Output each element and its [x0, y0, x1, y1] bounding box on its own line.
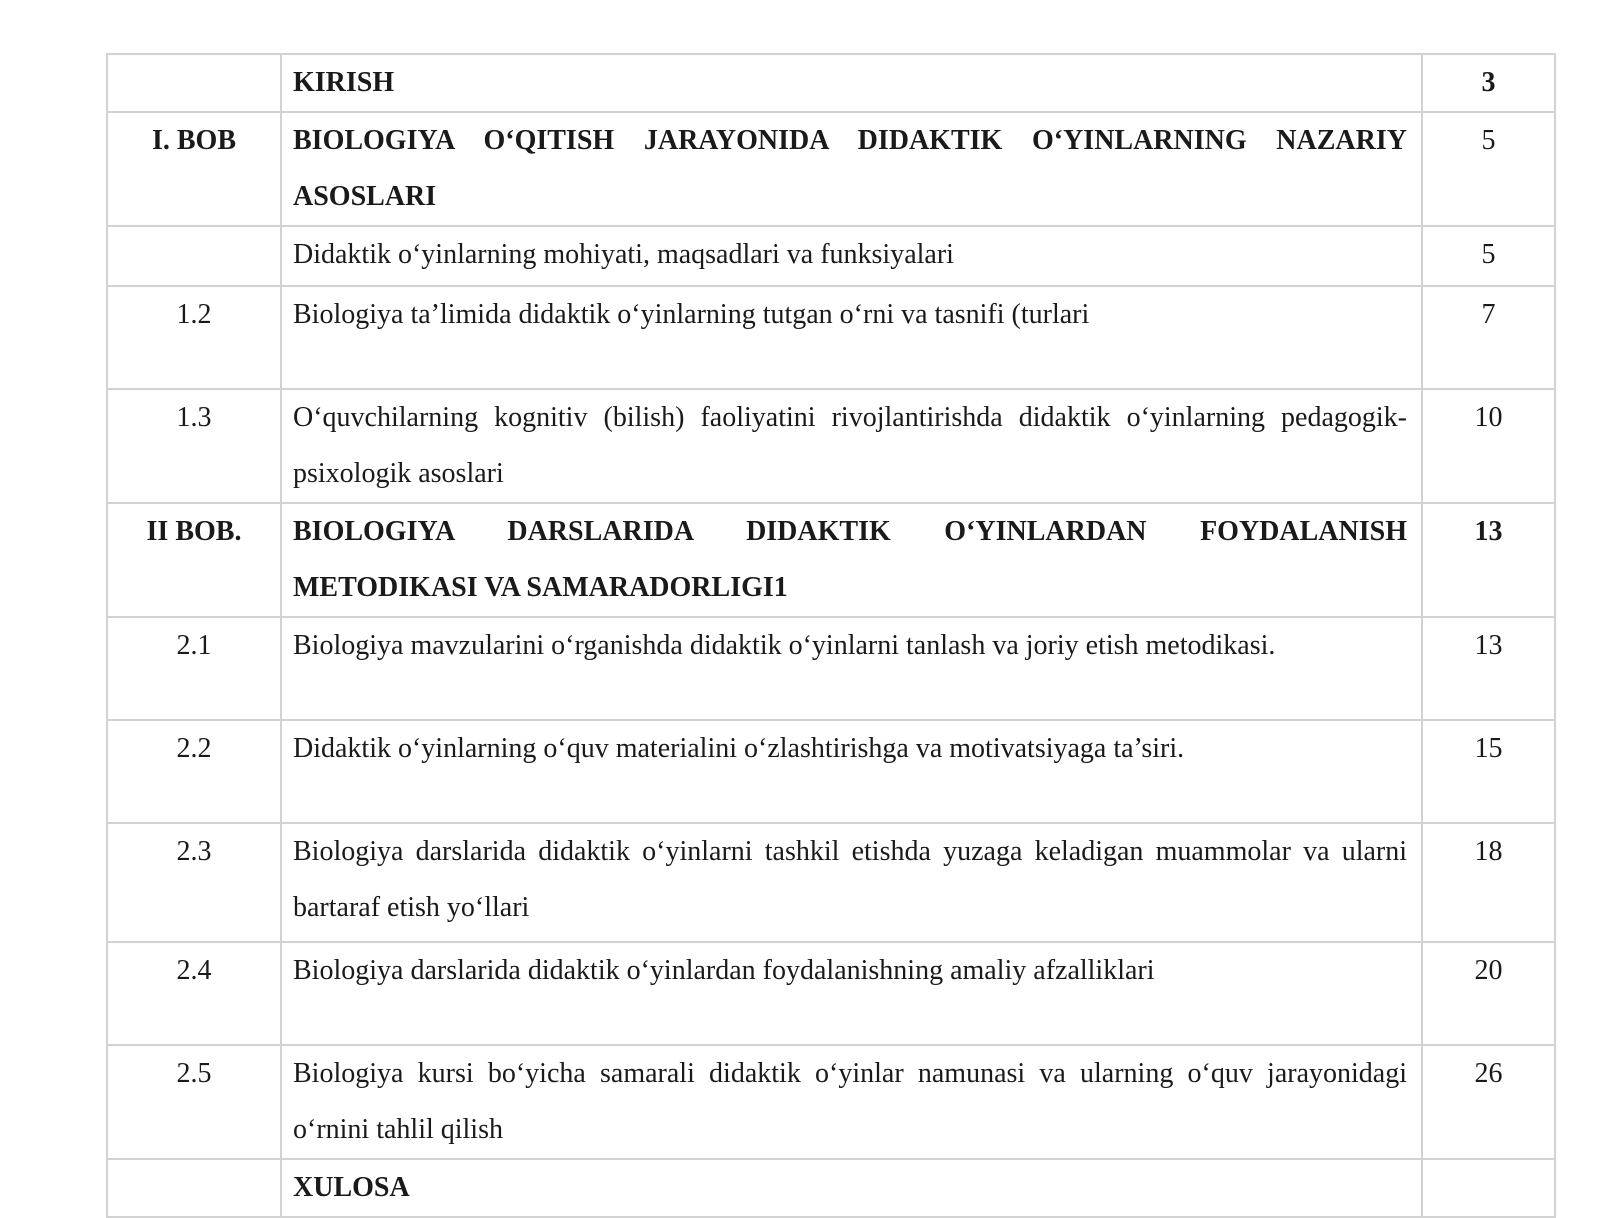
table-of-contents	[106, 53, 1556, 1218]
toc-row-chapter-1	[107, 112, 1555, 226]
toc-number: II BOB.	[107, 503, 281, 617]
toc-number: 2.1	[107, 617, 281, 720]
toc-row-xulosa	[107, 1159, 1555, 1217]
toc-title: Didaktik o‘yinlarning mohiyati, maqsadlari va funksiyalari	[281, 226, 1422, 286]
toc-title: Didaktik o‘yinlarning o‘quv materialini o‘zlashtirishga va motivatsiyaga ta’siri.	[281, 720, 1422, 823]
toc-row	[107, 286, 1555, 389]
toc-number	[107, 226, 281, 286]
toc-number: I. BOB	[107, 112, 281, 226]
toc-page-number: 5	[1422, 226, 1555, 286]
toc-page-number: 18	[1422, 823, 1555, 942]
toc-number: 2.5	[107, 1045, 281, 1159]
toc-page-number	[1422, 1159, 1555, 1217]
toc-title: Biologiya kursi bo‘yicha samarali didaktik o‘yinlar namunasi va ularning o‘quv jarayonidagi o‘rnini tahlil qilish	[281, 1045, 1422, 1159]
toc-title: BIOLOGIYA O‘QITISH JARAYONIDA DIDAKTIK O‘YINLARNING NAZARIY ASOSLARI	[281, 112, 1422, 226]
toc-title: XULOSA	[281, 1159, 1422, 1217]
toc-page-number: 26	[1422, 1045, 1555, 1159]
toc-row-chapter-2	[107, 503, 1555, 617]
toc-page-number: 5	[1422, 112, 1555, 226]
toc-title: O‘quvchilarning kognitiv (bilish) faoliyatini rivojlantirishda didaktik o‘yinlarning pedagogik-psixologik asoslari	[281, 389, 1422, 503]
toc-title: Biologiya mavzularini o‘rganishda didaktik o‘yinlarni tanlash va joriy etish metodikasi.	[281, 617, 1422, 720]
toc-number: 1.3	[107, 389, 281, 503]
toc-title: Biologiya ta’limida didaktik o‘yinlarning tutgan o‘rni va tasnifi (turlari	[281, 286, 1422, 389]
toc-number: 1.2	[107, 286, 281, 389]
toc-row	[107, 823, 1555, 942]
toc-page-number: 10	[1422, 389, 1555, 503]
toc-title: Biologiya darslarida didaktik o‘yinlardan foydalanishning amaliy afzalliklari	[281, 942, 1422, 1045]
toc-page-number: 7	[1422, 286, 1555, 389]
toc-number	[107, 1159, 281, 1217]
toc-row	[107, 720, 1555, 823]
toc-row	[107, 226, 1555, 286]
toc-page-number: 15	[1422, 720, 1555, 823]
toc-number: 2.3	[107, 823, 281, 942]
toc-number: 2.4	[107, 942, 281, 1045]
toc-page-number: 3	[1422, 54, 1555, 112]
toc-page-number: 13	[1422, 617, 1555, 720]
toc-title: KIRISH	[281, 54, 1422, 112]
toc-row	[107, 942, 1555, 1045]
toc-title: Biologiya darslarida didaktik o‘yinlarni tashkil etishda yuzaga keladigan muammolar va ularni bartaraf etish yo‘llari	[281, 823, 1422, 942]
toc-page-number: 13	[1422, 503, 1555, 617]
toc-row	[107, 617, 1555, 720]
toc-number: 2.2	[107, 720, 281, 823]
toc-page-number: 20	[1422, 942, 1555, 1045]
toc-row-kirish	[107, 54, 1555, 112]
toc-title: BIOLOGIYA DARSLARIDA DIDAKTIK O‘YINLARDAN FOYDALANISH METODIKASI VA SAMARADORLIGI1	[281, 503, 1422, 617]
toc-row	[107, 1045, 1555, 1159]
toc-number	[107, 54, 281, 112]
toc-row	[107, 389, 1555, 503]
